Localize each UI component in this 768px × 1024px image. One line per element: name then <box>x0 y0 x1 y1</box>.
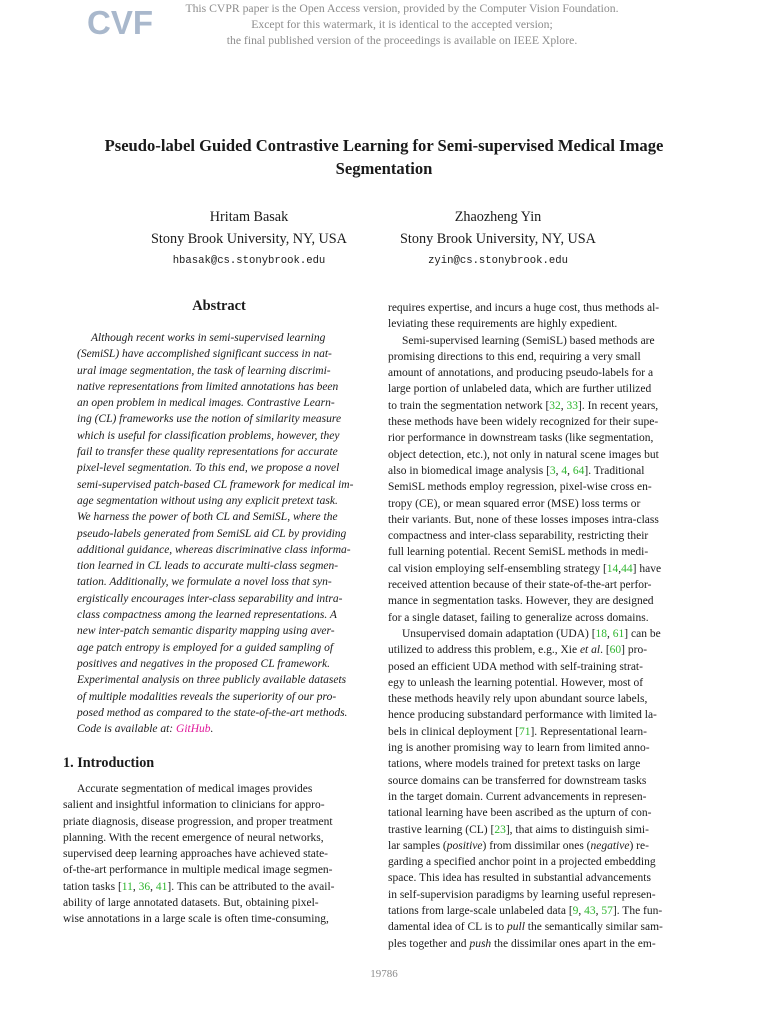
text-span: of-the-art performance in multiple medical image segmen- <box>63 864 333 877</box>
text-line <box>388 544 684 560</box>
text-line <box>77 411 361 427</box>
title-line: Pseudo-label Guided Contrastive Learning for Semi-supervised Medical Image <box>104 136 664 155</box>
text-span: new inter-patch semantic disparity mapping using aver- <box>77 625 335 638</box>
text-span: cal vision employing self-ensembling strategy [ <box>388 562 607 575</box>
text-span: Accurate segmentation of medical images provides <box>77 783 313 795</box>
text-line <box>388 593 684 609</box>
text-span: amount of annotations, and producing pseudo-labels for a <box>388 367 654 380</box>
text-span: tion learned in CL leads to accurate multi-class segmen- <box>77 560 339 573</box>
text-span: . [ <box>600 644 610 657</box>
author-affiliation: Stony Brook University, NY, USA <box>151 231 347 247</box>
text-line <box>388 822 684 838</box>
text-span: space. This idea has resulted in substantial advancements <box>388 872 651 885</box>
introduction-body-right <box>388 300 684 952</box>
text-line <box>388 610 684 626</box>
math-term: et al <box>579 644 601 657</box>
author-name: Zhaozheng Yin <box>454 209 542 225</box>
text-line <box>63 895 359 911</box>
text-span: ] can be <box>624 627 661 640</box>
text-span: ]. Traditional <box>584 464 645 477</box>
text-line <box>388 512 684 528</box>
text-span: pseudo-labels generated from SemiSL aid CL by providing <box>77 527 347 540</box>
citation-link[interactable]: 18 <box>595 627 608 640</box>
text-line <box>77 558 361 574</box>
text-span: posed method as compared to the state-of-the-art methods. <box>77 706 348 719</box>
text-span: posed an efficient UDA method with self-training strat- <box>388 660 643 673</box>
text-span: . <box>210 723 214 736</box>
text-span: promising directions to this end, requiring a very small <box>388 350 641 363</box>
text-span: tations, where models trained for pretext tasks on large <box>388 758 641 771</box>
text-span: in the proposed CL framework. <box>183 657 330 670</box>
text-span: additional guidance, whereas discriminative class informa- <box>77 543 351 556</box>
text-span: tational learning have been ascribed as the upturn of con- <box>388 807 652 820</box>
watermark-line: the final published version of the proceedings is available on IEEE Xplore. <box>226 34 578 47</box>
author-email: hbasak@cs.stonybrook.edu <box>172 255 326 267</box>
text-span: large portion of unlabeled data, which are further utilized <box>388 383 652 396</box>
text-span: wise annotations in a large scale is often time-consuming, <box>63 913 329 926</box>
github-link[interactable]: GitHub <box>176 723 211 736</box>
author-name: Hritam Basak <box>209 209 289 225</box>
text-span: , <box>595 904 602 917</box>
citation-link[interactable]: 64 <box>572 464 585 477</box>
page-number: 19786 <box>370 968 398 980</box>
text-span: compactness and inter-class separability, restricting their <box>388 530 649 543</box>
text-line <box>388 756 684 772</box>
text-span: also in biomedical image analysis [ <box>388 464 550 477</box>
math-term: positives <box>77 657 118 670</box>
text-line <box>63 814 359 830</box>
text-line <box>63 911 359 927</box>
text-line <box>388 561 684 577</box>
text-line <box>388 707 684 723</box>
text-line <box>77 395 361 411</box>
text-line <box>77 460 361 476</box>
text-line <box>77 672 361 688</box>
text-line <box>388 642 684 658</box>
text-span: these methods heavily rely upon abundant source labels, <box>388 693 648 706</box>
cvf-logo-graphic <box>86 4 153 41</box>
text-span: age segmentation without using any explicit pretext task. <box>77 494 338 507</box>
text-span: tation. Additionally, we formulate a novel loss that syn- <box>77 576 332 589</box>
watermark-line: This CVPR paper is the Open Access version, provided by the Computer Vision Foundation. <box>185 2 619 15</box>
text-line <box>388 316 684 332</box>
introduction-body-left <box>63 781 359 928</box>
paper-title <box>34 134 734 180</box>
citation-link[interactable]: 60 <box>609 644 622 657</box>
citation-link[interactable]: 36 <box>138 880 151 893</box>
text-span: in the target domain. Current advancements in represen- <box>388 790 647 803</box>
text-span: rior performance in downstream tasks (like segmentation, <box>388 432 654 445</box>
author-email: zyin@cs.stonybrook.edu <box>428 255 568 267</box>
text-span: tations from large-scale unlabeled data [ <box>388 904 573 917</box>
text-span: trastive learning (CL) [ <box>388 823 495 836</box>
text-span: class compactness among the learned representations. A <box>77 609 337 622</box>
text-line <box>63 862 359 878</box>
text-span: ) re- <box>629 839 649 852</box>
text-span: mance in segmentation tasks. However, they are designed <box>388 595 654 608</box>
text-line <box>77 656 361 672</box>
text-span: , <box>150 880 156 893</box>
text-span: ]. This can be attributed to the avail- <box>167 880 335 893</box>
text-line <box>77 689 361 705</box>
cvf-logo-text: CVF <box>87 4 153 41</box>
text-span: semi-supervised patch-based CL framework for medical im- <box>77 478 354 491</box>
text-span: (SemiSL) have accomplished significant success in nat- <box>77 348 332 361</box>
text-span: ) from dissimilar ones ( <box>482 839 591 852</box>
author-block <box>124 206 374 268</box>
text-span: ing (CL) frameworks use the notion of similarity measure <box>77 413 342 426</box>
text-line <box>388 528 684 544</box>
math-term: push <box>469 937 492 950</box>
text-span: ]. In recent years, <box>578 399 659 412</box>
text-line <box>77 493 361 509</box>
text-span: ]. The fun- <box>612 904 663 917</box>
text-span: egy to unleash the learning potential. However, most of <box>388 676 644 689</box>
text-span: full learning potential. Recent SemiSL methods in medi- <box>388 546 649 559</box>
text-span: , <box>567 464 573 477</box>
text-span: Unsupervised domain adaptation (UDA) [ <box>402 627 596 640</box>
citation-link[interactable]: 33 <box>566 399 579 412</box>
text-line <box>388 936 684 952</box>
text-line <box>388 870 684 886</box>
text-span: ] have <box>632 562 662 575</box>
cvf-logo <box>86 4 153 43</box>
math-term: negative <box>590 839 630 852</box>
text-line <box>63 781 359 797</box>
text-line <box>77 623 361 639</box>
text-span: the semantically similar sam- <box>524 921 663 934</box>
text-span: , <box>607 627 613 640</box>
math-term: pull <box>507 921 525 934</box>
citation-link[interactable]: 14 <box>606 562 619 575</box>
text-line <box>388 300 684 316</box>
text-span: pixel-level segmentation. To this end, we propose a novel <box>77 462 340 475</box>
text-line <box>388 887 684 903</box>
text-span: ability of large annotated datasets. But, obtaining pixel- <box>63 897 319 910</box>
citation-link[interactable]: 11 <box>121 880 133 893</box>
watermark-line: Except for this watermark, it is identical to the accepted version; <box>251 18 553 31</box>
text-line <box>388 919 684 935</box>
text-span: supervised deep learning approaches have achieved state- <box>63 848 329 861</box>
text-span: salient and insightful information to clinicians for appro- <box>63 799 325 812</box>
text-span: object detection, etc.), not only in natural scene images but <box>388 448 659 461</box>
text-line <box>388 398 684 414</box>
text-line <box>77 363 361 379</box>
text-line <box>77 574 361 590</box>
citation-link[interactable]: 44 <box>621 562 633 575</box>
citation-link[interactable]: 41 <box>155 880 168 893</box>
text-span: bels in clinical deployment [ <box>388 725 519 738</box>
text-span: priate diagnosis, disease progression, and proper treatment <box>63 815 333 828</box>
text-span: , <box>132 880 139 893</box>
text-line <box>388 675 684 691</box>
text-span: source domains can be transferred for downstream tasks <box>388 774 647 787</box>
open-access-watermark <box>160 1 644 49</box>
abstract-heading: Abstract <box>192 298 246 314</box>
text-span: these methods have been widely recognized for their supe- <box>388 416 659 429</box>
text-span: ]. Representational learn- <box>530 725 647 738</box>
text-line <box>77 477 361 493</box>
text-line <box>388 838 684 854</box>
text-line <box>388 463 684 479</box>
text-span: , <box>578 904 585 917</box>
text-span: ples together and <box>388 937 470 950</box>
citation-link[interactable]: 9 <box>572 904 579 917</box>
text-span: fail to transfer these quality representations for accurate <box>77 446 338 459</box>
citation-link[interactable]: 3 <box>549 464 556 477</box>
text-line <box>388 479 684 495</box>
citation-link[interactable]: 71 <box>518 725 531 738</box>
text-span: garding a specified anchor point in a projected embedding <box>388 856 656 869</box>
text-line <box>388 447 684 463</box>
text-span: tation tasks [ <box>63 880 122 893</box>
text-line <box>63 830 359 846</box>
text-span: the dissimilar ones apart in the em- <box>491 937 656 950</box>
text-span: ergistically encourages inter-class separability and intra- <box>77 592 343 605</box>
text-span: ] pro- <box>621 644 648 657</box>
section-heading-introduction: 1. Introduction <box>63 755 155 771</box>
text-span: requires expertise, and incurs a huge cost, thus methods al- <box>388 302 660 314</box>
title-line: Segmentation <box>335 159 433 178</box>
text-line <box>77 705 361 721</box>
author-block <box>374 206 622 268</box>
text-line <box>77 509 361 525</box>
text-span: an open problem in medical images. Contrastive Learn- <box>77 397 335 410</box>
text-line <box>388 659 684 675</box>
text-span: native representations from limited annotations has been <box>77 380 339 393</box>
text-span: We harness the power of both CL and SemiSL, where the <box>77 511 338 524</box>
text-line <box>388 724 684 740</box>
text-span: to train the segmentation network [ <box>388 399 550 412</box>
text-line <box>63 879 359 895</box>
text-span: their variants. But, none of these losses imposes intra-class <box>388 513 659 526</box>
text-line <box>388 496 684 512</box>
text-span: leviating these requirements are highly expedient. <box>388 318 618 331</box>
text-line <box>388 903 684 919</box>
text-span: , <box>618 562 622 575</box>
text-span: utilized to address this problem, e.g., Xie <box>388 644 580 657</box>
text-span: Experimental analysis on three publicly available datasets <box>77 674 347 687</box>
text-span: lar samples ( <box>388 839 447 852</box>
text-line <box>77 444 361 460</box>
text-span: Although recent works in semi-supervised learning <box>91 332 326 344</box>
text-span: in self-supervision paradigms by learning useful represen- <box>388 888 656 901</box>
text-span: ing is another promising way to learn from limited anno- <box>388 742 650 755</box>
abstract-body <box>77 330 361 737</box>
text-span: , <box>555 464 562 477</box>
text-line <box>388 365 684 381</box>
text-span: , <box>560 399 567 412</box>
text-line <box>77 607 361 623</box>
text-line <box>77 428 361 444</box>
text-line <box>77 526 361 542</box>
math-term: positive <box>446 839 483 852</box>
text-span: hence producing substandard performance with limited la- <box>388 709 657 722</box>
text-line <box>77 721 361 737</box>
text-span: Code is available at: <box>77 723 177 736</box>
text-line <box>388 626 684 642</box>
text-span: received attention because of their state-of-the-art perfor- <box>388 579 652 592</box>
text-line <box>77 591 361 607</box>
citation-link[interactable]: 61 <box>612 627 625 640</box>
text-span: SemiSL methods employ regression, pixel-wise cross en- <box>388 481 652 494</box>
text-span: tropy (CE), or mean squared error (MSE) loss terms or <box>388 497 641 510</box>
citation-link[interactable]: 23 <box>494 823 506 836</box>
citation-link[interactable]: 57 <box>601 904 613 917</box>
text-span: and <box>117 657 141 670</box>
text-span: Semi-supervised learning (SemiSL) based methods are <box>402 334 655 347</box>
text-line <box>388 789 684 805</box>
text-span: planning. With the recent emergence of neural networks, <box>63 831 324 844</box>
text-line <box>77 346 361 362</box>
author-affiliation: Stony Brook University, NY, USA <box>400 231 596 247</box>
text-line <box>388 414 684 430</box>
text-span: for a single dataset, failing to generalize across domains. <box>388 611 649 624</box>
text-line <box>77 379 361 395</box>
text-line <box>388 854 684 870</box>
text-line <box>388 349 684 365</box>
text-span: of multiple modalities reveals the superiority of our pro- <box>77 690 337 703</box>
text-span: ural image segmentation, the task of learning discrimi- <box>77 364 331 377</box>
citation-link[interactable]: 4 <box>561 464 568 477</box>
text-line <box>388 333 684 349</box>
text-line <box>388 740 684 756</box>
text-line <box>388 430 684 446</box>
text-line <box>77 330 361 346</box>
citation-link[interactable]: 32 <box>549 399 561 412</box>
text-line <box>63 797 359 813</box>
text-line <box>388 577 684 593</box>
text-span: age patch entropy is employed for a guided sampling of <box>77 641 334 654</box>
text-line <box>77 542 361 558</box>
text-line <box>77 640 361 656</box>
text-line <box>388 805 684 821</box>
text-line <box>388 691 684 707</box>
text-span: which is useful for classification problems, however, they <box>77 429 340 442</box>
text-line <box>388 381 684 397</box>
text-line <box>63 846 359 862</box>
text-span: damental idea of CL is to <box>388 921 508 934</box>
math-term: negatives <box>140 657 184 670</box>
text-span: ], that aims to distinguish simi- <box>505 823 649 836</box>
citation-link[interactable]: 43 <box>584 904 596 917</box>
text-line <box>388 773 684 789</box>
